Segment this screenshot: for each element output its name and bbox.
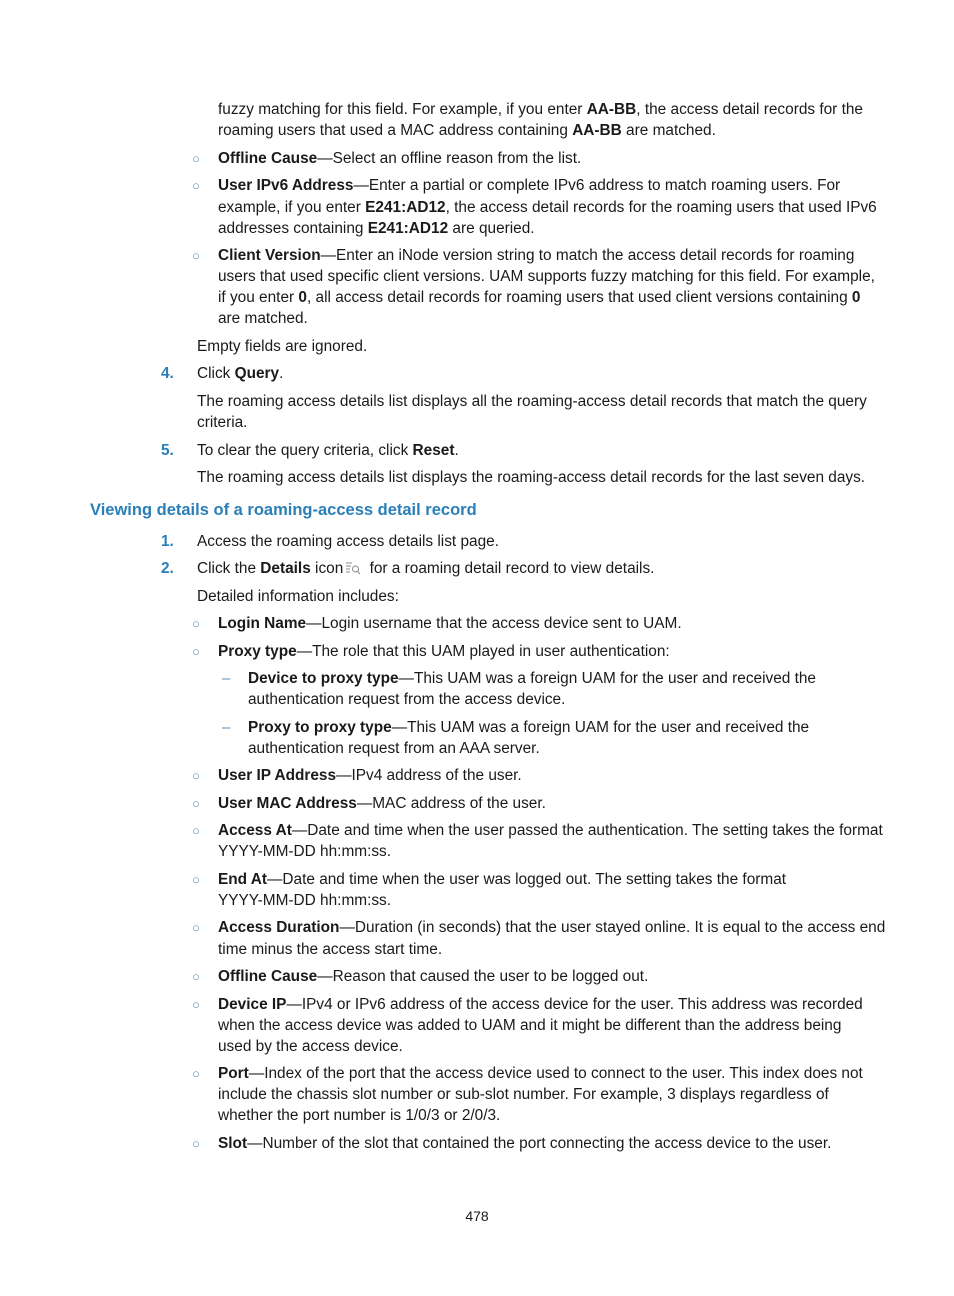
text-line: when the access device was added to UAM and it might be different than the address being <box>218 1017 842 1034</box>
text-line: Detailed information includes: <box>197 588 399 605</box>
text-line: roaming users that used a MAC address containing AA-BB are matched. <box>218 122 716 139</box>
list-item: End At—Date and time when the user was logged out. The setting takes the format <box>218 871 787 888</box>
list-item: Device IP—IPv4 or IPv6 address of the access device for the user. This address was recorded <box>218 996 863 1013</box>
step-number: 2. <box>161 560 174 577</box>
bullet-marker: ○ <box>192 151 200 166</box>
bullet-marker: ○ <box>192 178 200 193</box>
page-number: 478 <box>465 1208 489 1224</box>
step-number: 5. <box>161 442 174 459</box>
step-text: Click the Details icon for a roaming detail record to view details. <box>197 560 655 577</box>
text-line: authentication request from an AAA server. <box>248 740 540 757</box>
text-line: users that used specific client versions. UAM supports fuzzy matching for this field. For example, <box>218 268 875 285</box>
bullet-marker: ○ <box>192 616 200 631</box>
list-item: User MAC Address—MAC address of the user. <box>218 795 546 812</box>
text-line: whether the port number is 1/0/3 or 2/0/3. <box>218 1107 501 1124</box>
bullet-marker: ○ <box>192 248 200 263</box>
list-item: User IP Address—IPv4 address of the user. <box>218 767 522 784</box>
list-item: Proxy type—The role that this UAM played in user authentication: <box>218 643 670 660</box>
text-line: are matched. <box>218 310 308 327</box>
text-line: used by the access device. <box>218 1038 403 1055</box>
step-text: Click Query. <box>197 365 284 382</box>
text-line: The roaming access details list displays the roaming-access detail records for the last seven days. <box>197 469 866 486</box>
bullet-marker: ○ <box>192 1136 200 1151</box>
text-line: Empty fields are ignored. <box>197 338 368 355</box>
text-line: addresses containing E241:AD12 are queried. <box>218 220 535 237</box>
text-line: time minus the access start time. <box>218 941 443 958</box>
step-text: Access the roaming access details list page. <box>197 533 499 550</box>
bullet-marker: ○ <box>192 997 200 1012</box>
text-line: example, if you enter E241:AD12, the access detail records for the roaming users that used IPv6 <box>218 199 877 216</box>
bullet-marker: ○ <box>192 969 200 984</box>
bullet-marker: ○ <box>192 872 200 887</box>
text-line: criteria. <box>197 414 248 431</box>
section-heading: Viewing details of a roaming-access detail record <box>90 501 477 519</box>
text-line: authentication request from the access device. <box>248 691 566 708</box>
step-number: 1. <box>161 533 174 550</box>
text-line: if you enter 0, all access detail records for roaming users that used client versions containing 0 <box>218 289 861 306</box>
sub-list-item: Device to proxy type—This UAM was a foreign UAM for the user and received the <box>248 670 816 687</box>
bullet-marker: ○ <box>192 644 200 659</box>
list-item: Offline Cause—Select an offline reason from the list. <box>218 150 582 167</box>
sub-list-item: Proxy to proxy type—This UAM was a foreign UAM for the user and received the <box>248 719 810 736</box>
details-icon <box>345 560 361 574</box>
list-item: Client Version—Enter an iNode version string to match the access detail records for roaming <box>218 247 855 264</box>
text-line: The roaming access details list displays all the roaming-access detail records that match the query <box>197 393 867 410</box>
list-item: Access At—Date and time when the user passed the authentication. The setting takes the format <box>218 822 883 839</box>
list-item: Offline Cause—Reason that caused the user to be logged out. <box>218 968 649 985</box>
bullet-marker: ○ <box>192 1066 200 1081</box>
dash-marker: – <box>222 719 231 736</box>
text-line: YYYY-MM-DD hh:mm:ss. <box>218 892 392 909</box>
bullet-marker: ○ <box>192 823 200 838</box>
step-number: 4. <box>161 365 174 382</box>
list-item: Login Name—Login username that the access device sent to UAM. <box>218 615 682 632</box>
text-line: YYYY-MM-DD hh:mm:ss. <box>218 843 392 860</box>
list-item: Access Duration—Duration (in seconds) that the user stayed online. It is equal to the access end <box>218 919 886 936</box>
dash-marker: – <box>222 670 231 687</box>
list-item: Port—Index of the port that the access device used to connect to the user. This index does not <box>218 1065 863 1082</box>
text-line: fuzzy matching for this field. For example, if you enter AA-BB, the access detail records for the <box>218 101 863 118</box>
text-line: include the chassis slot number or sub-slot number. For example, 3 displays regardless of <box>218 1086 829 1103</box>
list-item: User IPv6 Address—Enter a partial or complete IPv6 address to match roaming users. For <box>218 177 841 194</box>
bullet-marker: ○ <box>192 920 200 935</box>
list-item: Slot—Number of the slot that contained the port connecting the access device to the user. <box>218 1135 832 1152</box>
bullet-marker: ○ <box>192 768 200 783</box>
step-text: To clear the query criteria, click Reset. <box>197 442 459 459</box>
bullet-marker: ○ <box>192 796 200 811</box>
